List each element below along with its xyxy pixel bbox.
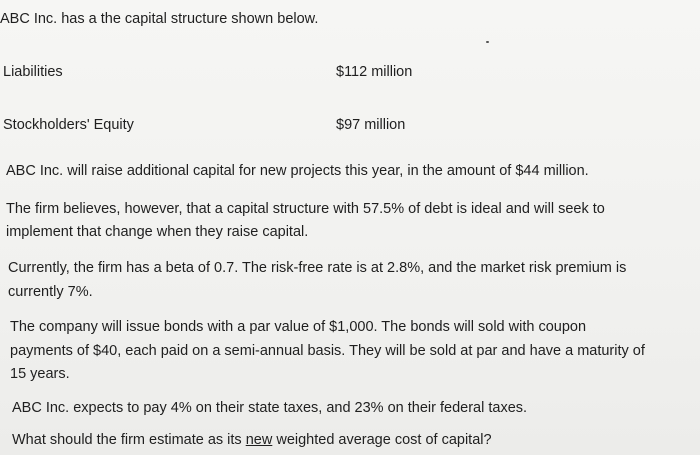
liabilities-label: Liabilities [3, 64, 63, 80]
bonds-paragraph-line-2: payments of $40, each paid on a semi-annual basis. They will be sold at par and have a maturity of [10, 343, 645, 359]
raise-paragraph: ABC Inc. will raise additional capital for new projects this year, in the amount of $44 million. [6, 163, 589, 179]
bonds-paragraph-line-3: 15 years. [10, 366, 70, 382]
scan-speck [486, 41, 489, 43]
beta-paragraph-line-1: Currently, the firm has a beta of 0.7. The risk-free rate is at 2.8%, and the market risk premium is [8, 260, 627, 276]
structure-paragraph-line-1: The firm believes, however, that a capital structure with 57.5% of debt is ideal and will seek to [6, 201, 605, 217]
equity-value: $97 million [336, 117, 406, 133]
intro-text: ABC Inc. has a the capital structure shown below. [0, 11, 319, 27]
bonds-paragraph-line-1: The company will issue bonds with a par value of $1,000. The bonds will sold with coupon [10, 319, 587, 335]
structure-paragraph-line-2: implement that change when they raise capital. [6, 224, 309, 240]
taxes-paragraph: ABC Inc. expects to pay 4% on their state taxes, and 23% on their federal taxes. [12, 400, 528, 416]
equity-label: Stockholders' Equity [3, 117, 134, 133]
question-emphasis: new [245, 432, 273, 448]
question-text [12, 430, 492, 450]
question-prefix: What should the firm estimate as its [12, 432, 246, 448]
question-suffix: weighted average cost of capital? [272, 432, 492, 448]
liabilities-value: $112 million [336, 64, 413, 80]
beta-paragraph-line-2: currently 7%. [8, 284, 93, 300]
